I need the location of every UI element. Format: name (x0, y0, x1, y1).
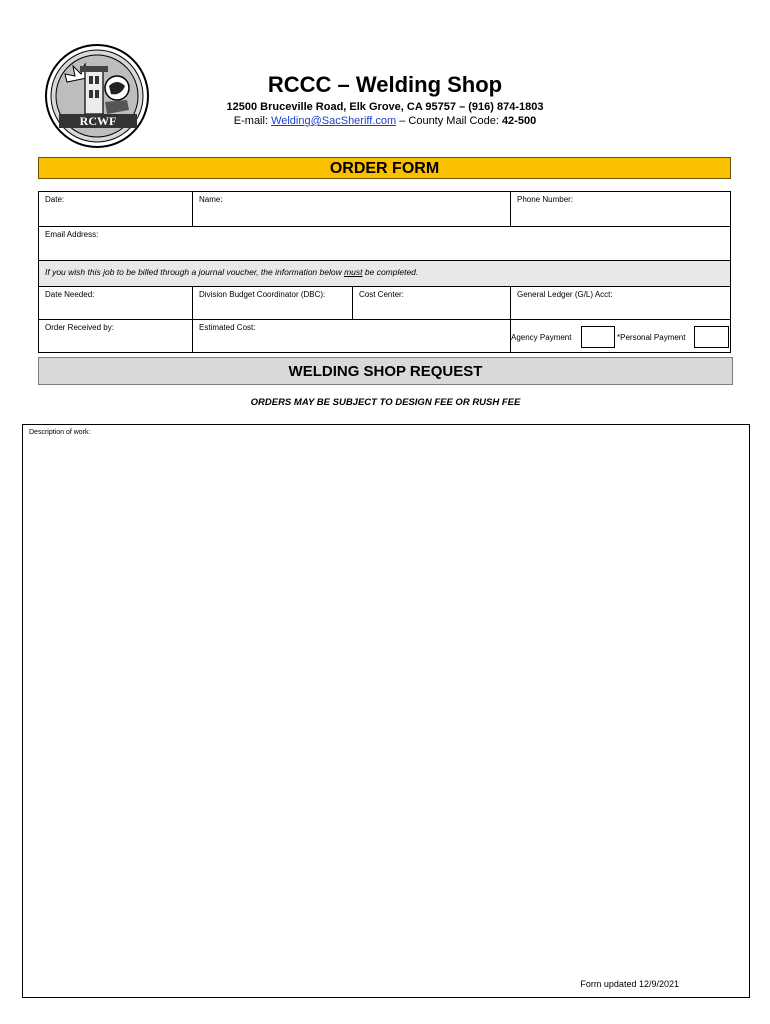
estimated-cost-field[interactable] (192, 319, 510, 352)
phone-field[interactable] (510, 192, 730, 226)
order-form-header: ORDER FORM (38, 157, 731, 179)
received-by-field[interactable] (39, 319, 192, 352)
personal-payment-checkbox[interactable] (694, 326, 729, 348)
agency-payment-checkbox[interactable] (581, 326, 615, 348)
fee-notice: ORDERS MAY BE SUBJECT TO DESIGN FEE OR RUSH FEE (250, 397, 521, 408)
cost-center-label: Cost Center: (359, 290, 404, 299)
shop-address: 12500 Bruceville Road, Elk Grove, CA 95757 – (916) 874-1803 (226, 101, 544, 113)
agency-payment-label: Agency Payment (511, 333, 572, 342)
date-label: Date: (45, 195, 65, 204)
rcwf-emblem-icon (45, 44, 150, 149)
description-of-work-field[interactable] (22, 424, 750, 998)
mail-code-label: – County Mail Code: (396, 115, 502, 127)
page-title: RCCC – Welding Shop (267, 72, 503, 97)
personal-payment-label: *Personal Payment (617, 333, 686, 342)
payment-type-cell (510, 319, 730, 352)
dbc-label: Division Budget Coordinator (DBC): (199, 290, 326, 299)
email-prefix: E-mail: (233, 115, 272, 127)
dbc-field[interactable] (192, 286, 352, 319)
gl-acct-field[interactable] (510, 286, 730, 319)
mail-code: 42-500 (501, 115, 537, 127)
journal-note-end: be completed. (362, 267, 419, 277)
journal-note-start: If you wish this job to be billed through a journal voucher, the information below (45, 267, 345, 277)
date-needed-field[interactable] (39, 286, 192, 319)
date-field[interactable] (39, 192, 192, 226)
estimated-cost-label: Estimated Cost: (199, 323, 256, 332)
description-label: Description of work: (29, 429, 91, 436)
logo-text: RCWF (79, 114, 117, 128)
contact-line (170, 115, 600, 127)
journal-voucher-note (39, 260, 730, 286)
date-needed-label: Date Needed: (45, 290, 95, 299)
gl-acct-label: General Ledger (G/L) Acct: (517, 290, 613, 299)
name-field[interactable] (192, 192, 510, 226)
form-updated-date: Form updated 12/9/2021 (580, 979, 679, 989)
phone-label: Phone Number: (517, 195, 574, 204)
cost-center-field[interactable] (352, 286, 510, 319)
welding-request-header: WELDING SHOP REQUEST (38, 357, 733, 385)
journal-note-must: must (344, 267, 363, 277)
received-by-label: Order Received by: (45, 323, 114, 332)
email-field[interactable] (39, 226, 730, 260)
email-label: Email Address: (45, 230, 99, 239)
name-label: Name: (199, 195, 223, 204)
order-form-grid (38, 191, 731, 353)
email-link[interactable]: Welding@SacSheriff.com (271, 115, 397, 127)
